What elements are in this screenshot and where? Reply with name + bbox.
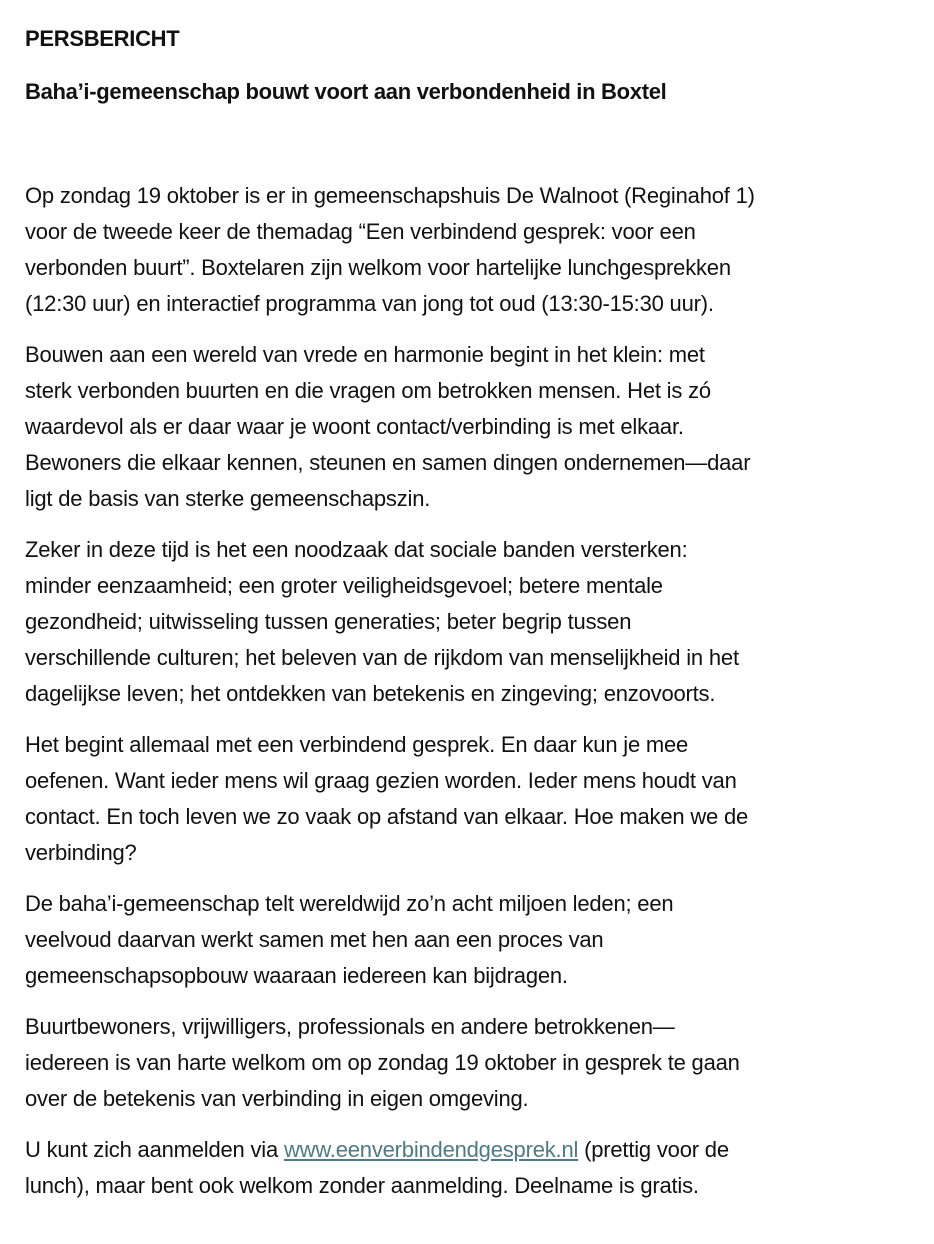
paragraph-line: Bouwen aan een wereld van vrede en harmonie begint in het klein: met [25, 342, 705, 367]
paragraph-line: iedereen is van harte welkom om op zondag 19 oktober in gesprek te gaan [25, 1050, 740, 1075]
paragraph-line: contact. En toch leven we zo vaak op afstand van elkaar. Hoe maken we de [25, 804, 749, 829]
paragraph-1 [25, 178, 915, 322]
paragraph-line: sterk verbonden buurten en die vragen om betrokken mensen. Het is zó [25, 378, 711, 403]
paragraph-line: ligt de basis van sterke gemeenschapszin. [25, 486, 431, 511]
paragraph-6 [25, 1009, 915, 1117]
paragraph-line: Zeker in deze tijd is het een noodzaak dat sociale banden versterken: [25, 537, 688, 562]
closing-paragraph [25, 1132, 915, 1204]
paragraph-3 [25, 532, 915, 712]
paragraph-line: minder eenzaamheid; een groter veiligheidsgevoel; betere mentale [25, 573, 663, 598]
article-body [25, 178, 915, 1219]
registration-link[interactable]: www.eenverbindendgesprek.nl [283, 1137, 579, 1162]
paragraph-line: gemeenschapsopbouw waaraan iedereen kan bijdragen. [25, 963, 568, 988]
paragraph-line: over de betekenis van verbinding in eigen omgeving. [25, 1086, 529, 1111]
paragraph-line: verschillende culturen; het beleven van de rijkdom van menselijkheid in het [25, 645, 739, 670]
paragraph-line: veelvoud daarvan werkt samen met hen aan een proces van [25, 927, 604, 952]
paragraph-5 [25, 886, 915, 994]
paragraph-line: verbinding? [25, 840, 137, 865]
paragraph-line: verbonden buurt”. Boxtelaren zijn welkom voor hartelijke lunchgesprekken [25, 255, 731, 280]
paragraph-line: Buurtbewoners, vrijwilligers, professionals en andere betrokkenen— [25, 1014, 675, 1039]
headline: Baha’i-gemeenschap bouwt voort aan verbondenheid in Boxtel [25, 79, 667, 104]
paragraph-4 [25, 727, 915, 871]
paragraph-line: oefenen. Want ieder mens wil graag gezien worden. Ieder mens houdt van [25, 768, 737, 793]
paragraph-2 [25, 337, 915, 517]
paragraph-line: gezondheid; uitwisseling tussen generaties; beter begrip tussen [25, 609, 632, 634]
paragraph-line: (12:30 uur) en interactief programma van jong tot oud (13:30-15:30 uur). [25, 291, 714, 316]
closing-text: (prettig voor de [578, 1137, 729, 1162]
paragraph-line: De baha’i-gemeenschap telt wereldwijd zo’n acht miljoen leden; een [25, 891, 674, 916]
closing-text: U kunt zich aanmelden via [25, 1137, 284, 1162]
paragraph-line: Bewoners die elkaar kennen, steunen en samen dingen ondernemen—daar [25, 450, 751, 475]
closing-text: lunch), maar bent ook welkom zonder aanmelding. Deelname is gratis. [25, 1173, 699, 1198]
paragraph-line: voor de tweede keer de themadag “Een verbindend gesprek: voor een [25, 219, 696, 244]
paragraph-line: Op zondag 19 oktober is er in gemeenschapshuis De Walnoot (Reginahof 1) [25, 183, 755, 208]
paragraph-line: dagelijkse leven; het ontdekken van betekenis en zingeving; enzovoorts. [25, 681, 716, 706]
paragraph-line: Het begint allemaal met een verbindend gesprek. En daar kun je mee [25, 732, 689, 757]
paragraph-line: waardevol als er daar waar je woont contact/verbinding is met elkaar. [25, 414, 684, 439]
kicker: PERSBERICHT [25, 26, 180, 51]
